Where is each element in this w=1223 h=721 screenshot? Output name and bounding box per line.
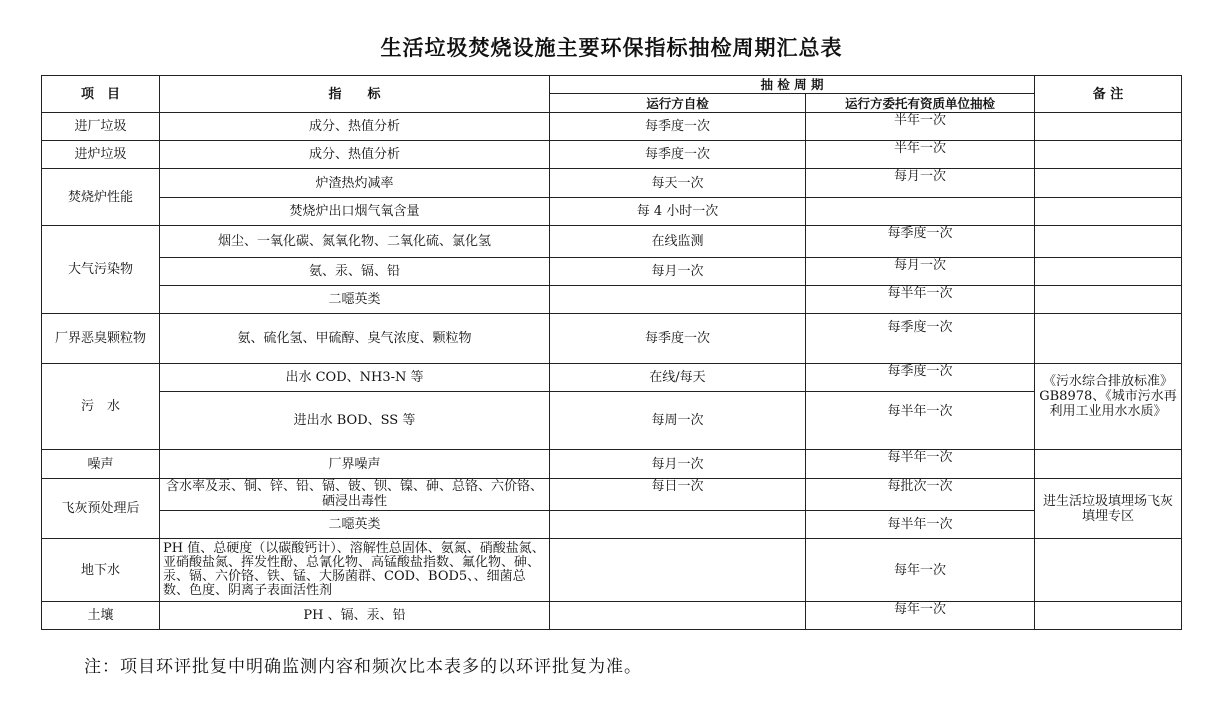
table-row bbox=[42, 141, 1182, 169]
cell-indicator: 氨、硫化氢、甲硫醇、臭气浓度、颗粒物 bbox=[160, 314, 550, 364]
cell-self-check: 每季度一次 bbox=[550, 314, 806, 364]
cell-entrusted: 半年一次 bbox=[806, 113, 1035, 141]
cell-indicator: PH 值、总硬度（以碳酸钙计）、溶解性总固体、氨氮、硝酸盐氮、亚硝酸盐氮、挥发性酚、总氰化物、高锰酸盐指数、氟化物、砷、汞、镉、六价铬、铁、锰、大肠菌群、COD、BOD5、、细菌总数、色度、阴离子表面活性剂 bbox=[160, 539, 550, 602]
table-row bbox=[42, 479, 1182, 511]
cell-remark bbox=[1035, 141, 1182, 169]
cell-entrusted bbox=[806, 198, 1035, 226]
cell-self-check: 每 4 小时一次 bbox=[550, 198, 806, 226]
cell-indicator: 炉渣热灼减率 bbox=[160, 169, 550, 198]
cell-self-check: 每月一次 bbox=[550, 450, 806, 479]
table-row bbox=[42, 602, 1182, 630]
cell-self-check: 每天一次 bbox=[550, 169, 806, 198]
table-row bbox=[42, 364, 1182, 392]
cell-entrusted: 每年一次 bbox=[806, 602, 1035, 630]
cell-entrusted: 每季度一次 bbox=[806, 314, 1035, 364]
cell-indicator: 进出水 BOD、SS 等 bbox=[160, 392, 550, 450]
cell-item: 噪声 bbox=[42, 450, 160, 479]
cell-remark bbox=[1035, 198, 1182, 226]
cell-item: 焚烧炉性能 bbox=[42, 169, 160, 226]
table-row bbox=[42, 511, 1182, 539]
header-remark: 备 注 bbox=[1035, 76, 1182, 113]
cell-self-check: 每季度一次 bbox=[550, 113, 806, 141]
cell-self-check bbox=[550, 286, 806, 314]
cell-remark bbox=[1035, 226, 1182, 258]
cell-indicator: 含水率及汞、铜、锌、铅、镉、铍、钡、镍、砷、总铬、六价铬、硒浸出毒性 bbox=[160, 479, 550, 511]
cell-self-check bbox=[550, 602, 806, 630]
cell-self-check: 每月一次 bbox=[550, 258, 806, 286]
cell-remark bbox=[1035, 539, 1182, 602]
cell-entrusted: 每月一次 bbox=[806, 258, 1035, 286]
cell-remark bbox=[1035, 602, 1182, 630]
cell-entrusted: 每月一次 bbox=[806, 169, 1035, 198]
table-row bbox=[42, 314, 1182, 364]
cell-self-check: 每周一次 bbox=[550, 392, 806, 450]
cell-remark bbox=[1035, 113, 1182, 141]
header-self-check: 运行方自检 bbox=[550, 94, 806, 113]
cell-item: 厂界恶臭颗粒物 bbox=[42, 314, 160, 364]
cell-self-check: 每日一次 bbox=[550, 479, 806, 511]
cell-entrusted: 每季度一次 bbox=[806, 364, 1035, 392]
cell-indicator: 出水 COD、NH3-N 等 bbox=[160, 364, 550, 392]
cell-remark bbox=[1035, 450, 1182, 479]
table-row bbox=[42, 258, 1182, 286]
header-item: 项 目 bbox=[42, 76, 160, 113]
cell-indicator: 成分、热值分析 bbox=[160, 113, 550, 141]
cell-entrusted: 半年一次 bbox=[806, 141, 1035, 169]
table-row bbox=[42, 392, 1182, 450]
cell-indicator: 二噁英类 bbox=[160, 286, 550, 314]
cell-item: 污 水 bbox=[42, 364, 160, 450]
cell-remark: 进生活垃圾填埋场飞灰填埋专区 bbox=[1035, 479, 1182, 539]
cell-indicator: 二噁英类 bbox=[160, 511, 550, 539]
page-title: 生活垃圾焚烧设施主要环保指标抽检周期汇总表 bbox=[380, 35, 843, 60]
table-row bbox=[42, 226, 1182, 258]
header-entrusted: 运行方委托有资质单位抽检 bbox=[806, 94, 1035, 113]
cell-item: 进炉垃圾 bbox=[42, 141, 160, 169]
cell-remark bbox=[1035, 286, 1182, 314]
table-row bbox=[42, 113, 1182, 141]
cell-indicator: 厂界噪声 bbox=[160, 450, 550, 479]
cell-entrusted: 每半年一次 bbox=[806, 511, 1035, 539]
footnote: 注：项目环评批复中明确监测内容和频次比本表多的以环评批复为准。 bbox=[84, 657, 642, 677]
cell-remark: 《污水综合排放标准》GB8978、《城市污水再利用工业用水水质》 bbox=[1035, 364, 1182, 450]
table-row bbox=[42, 539, 1182, 602]
cell-entrusted: 每半年一次 bbox=[806, 392, 1035, 450]
header-period: 抽 检 周 期 bbox=[550, 76, 1035, 94]
table-row bbox=[42, 450, 1182, 479]
cell-item: 土壤 bbox=[42, 602, 160, 630]
cell-item: 飞灰预处理后 bbox=[42, 479, 160, 539]
cell-entrusted: 每年一次 bbox=[806, 539, 1035, 602]
cell-indicator: 成分、热值分析 bbox=[160, 141, 550, 169]
cell-entrusted: 每半年一次 bbox=[806, 450, 1035, 479]
cell-self-check: 在线监测 bbox=[550, 226, 806, 258]
cell-indicator: PH 、镉、汞、铅 bbox=[160, 602, 550, 630]
header-indicator: 指 标 bbox=[160, 76, 550, 113]
table-row bbox=[42, 198, 1182, 226]
cell-remark bbox=[1035, 258, 1182, 286]
cell-item: 地下水 bbox=[42, 539, 160, 602]
cell-indicator: 焚烧炉出口烟气氧含量 bbox=[160, 198, 550, 226]
table-row bbox=[42, 286, 1182, 314]
cell-indicator: 氨、汞、镉、铅 bbox=[160, 258, 550, 286]
cell-self-check: 每季度一次 bbox=[550, 141, 806, 169]
cell-entrusted: 每季度一次 bbox=[806, 226, 1035, 258]
cell-entrusted: 每半年一次 bbox=[806, 286, 1035, 314]
cell-item: 进厂垃圾 bbox=[42, 113, 160, 141]
cell-remark bbox=[1035, 314, 1182, 364]
cell-self-check bbox=[550, 539, 806, 602]
cell-self-check bbox=[550, 511, 806, 539]
table-row bbox=[42, 169, 1182, 198]
cell-entrusted: 每批次一次 bbox=[806, 479, 1035, 511]
cell-remark bbox=[1035, 169, 1182, 198]
inspection-period-table bbox=[41, 75, 1182, 630]
cell-item: 大气污染物 bbox=[42, 226, 160, 314]
cell-self-check: 在线/每天 bbox=[550, 364, 806, 392]
cell-indicator: 烟尘、一氧化碳、氮氧化物、二氧化硫、氯化氢 bbox=[160, 226, 550, 258]
